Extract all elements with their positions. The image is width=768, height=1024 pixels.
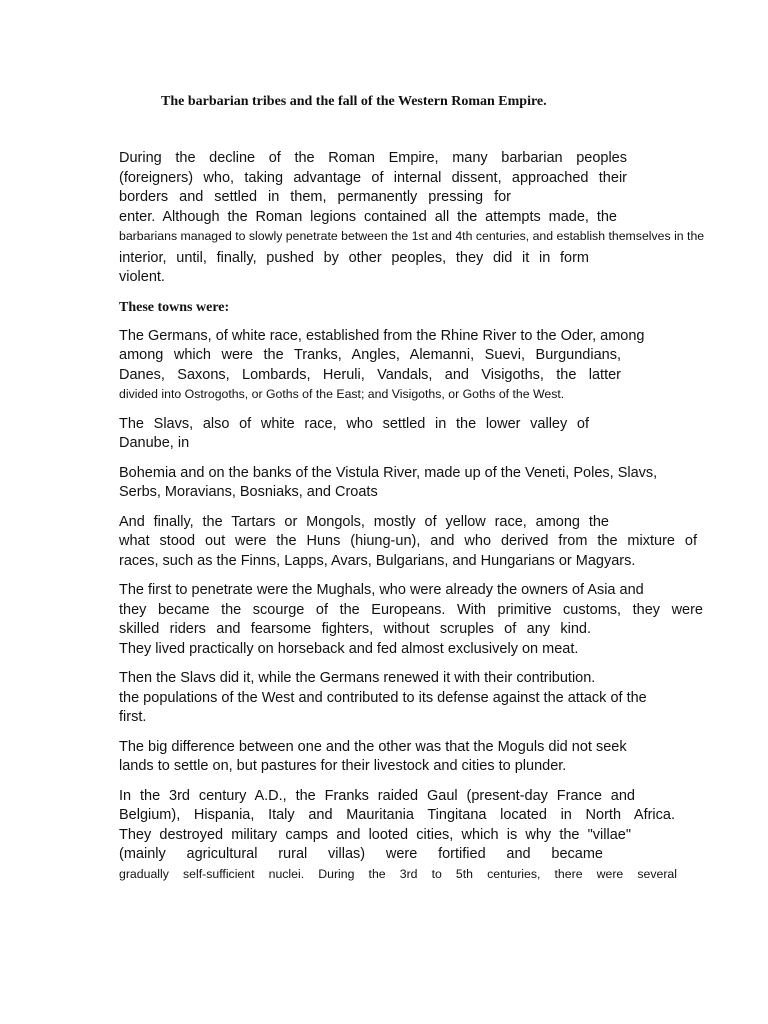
text-line: They destroyed military camps and looted cities, which is why the "villae" [119, 826, 631, 843]
mughals-paragraph [119, 581, 709, 659]
slavs-paragraph [119, 415, 709, 454]
text-line: And finally, the Tartars or Mongols, mostly of yellow race, among the [119, 513, 609, 530]
intro-paragraph [119, 149, 709, 288]
text-line: (foreigners) who, taking advantage of internal dissent, approached their [119, 169, 627, 186]
germans-paragraph [119, 327, 709, 405]
text-line: The first to penetrate were the Mughals, who were already the owners of Asia and [119, 582, 644, 598]
difference-paragraph [119, 738, 709, 777]
text-line: The Germans, of white race, established from the Rhine River to the Oder, among [119, 327, 645, 344]
text-line: divided into Ostrogoths, or Goths of the East; and Visigoths, or Goths of the West. [119, 387, 565, 401]
text-line: Danube, in [119, 435, 190, 451]
text-line: what stood out were the Huns (hiung-un), and who derived from the mixture of [119, 533, 697, 549]
text-line: During the decline of the Roman Empire, many barbarian peoples [119, 150, 627, 166]
document-body [119, 149, 709, 894]
text-line: skilled riders and fearsome fighters, without scruples of any kind. [119, 621, 591, 637]
text-line: they became the scourge of the Europeans. With primitive customs, they were [119, 601, 703, 618]
text-line: gradually self-sufficient nuclei. During the 3rd to 5th centuries, there were several [119, 866, 677, 881]
slavs-germans-paragraph [119, 669, 709, 728]
text-line: The Slavs, also of white race, who settled in the lower valley of [119, 415, 589, 432]
text-line: Danes, Saxons, Lombards, Heruli, Vandals, and Visigoths, the latter [119, 366, 621, 383]
text-line: lands to settle on, but pastures for their livestock and cities to plunder. [119, 758, 567, 774]
text-line: enter. Although the Roman legions contained all the attempts made, the [119, 208, 617, 225]
text-line: In the 3rd century A.D., the Franks raided Gaul (present-day France and [119, 787, 635, 804]
text-line: Then the Slavs did it, while the Germans renewed it with their contribution. [119, 670, 596, 686]
text-line: Bohemia and on the banks of the Vistula River, made up of the Veneti, Poles, Slavs, [119, 464, 658, 481]
text-line: first. [119, 709, 147, 725]
text-line: They lived practically on horseback and fed almost exclusively on meat. [119, 640, 579, 657]
text-line: barbarians managed to slowly penetrate between the 1st and 4th centuries, and establish themselves in the [119, 229, 705, 243]
text-line: Belgium), Hispania, Italy and Mauritania Tingitana located in North Africa. [119, 807, 675, 823]
text-line: Serbs, Moravians, Bosniaks, and Croats [119, 484, 378, 500]
text-line: the populations of the West and contributed to its defense against the attack of the [119, 689, 647, 706]
text-line: borders and settled in them, permanently pressing for [119, 189, 511, 205]
document-title: The barbarian tribes and the fall of the Western Roman Empire. [161, 94, 547, 109]
text-line: The big difference between one and the other was that the Moguls did not seek [119, 738, 627, 755]
bohemia-paragraph [119, 464, 709, 503]
text-line: violent. [119, 269, 165, 285]
text-line: among which were the Tranks, Angles, Alemanni, Suevi, Burgundians, [119, 347, 621, 363]
text-line: (mainly agricultural rural villas) were fortified and became [119, 846, 603, 862]
text-line: interior, until, finally, pushed by other peoples, they did it in form [119, 249, 589, 266]
franks-paragraph [119, 787, 709, 885]
text-line: races, such as the Finns, Lapps, Avars, Bulgarians, and Hungarians or Magyars. [119, 552, 636, 569]
towns-heading: These towns were: [119, 299, 230, 315]
tartars-paragraph [119, 513, 709, 572]
